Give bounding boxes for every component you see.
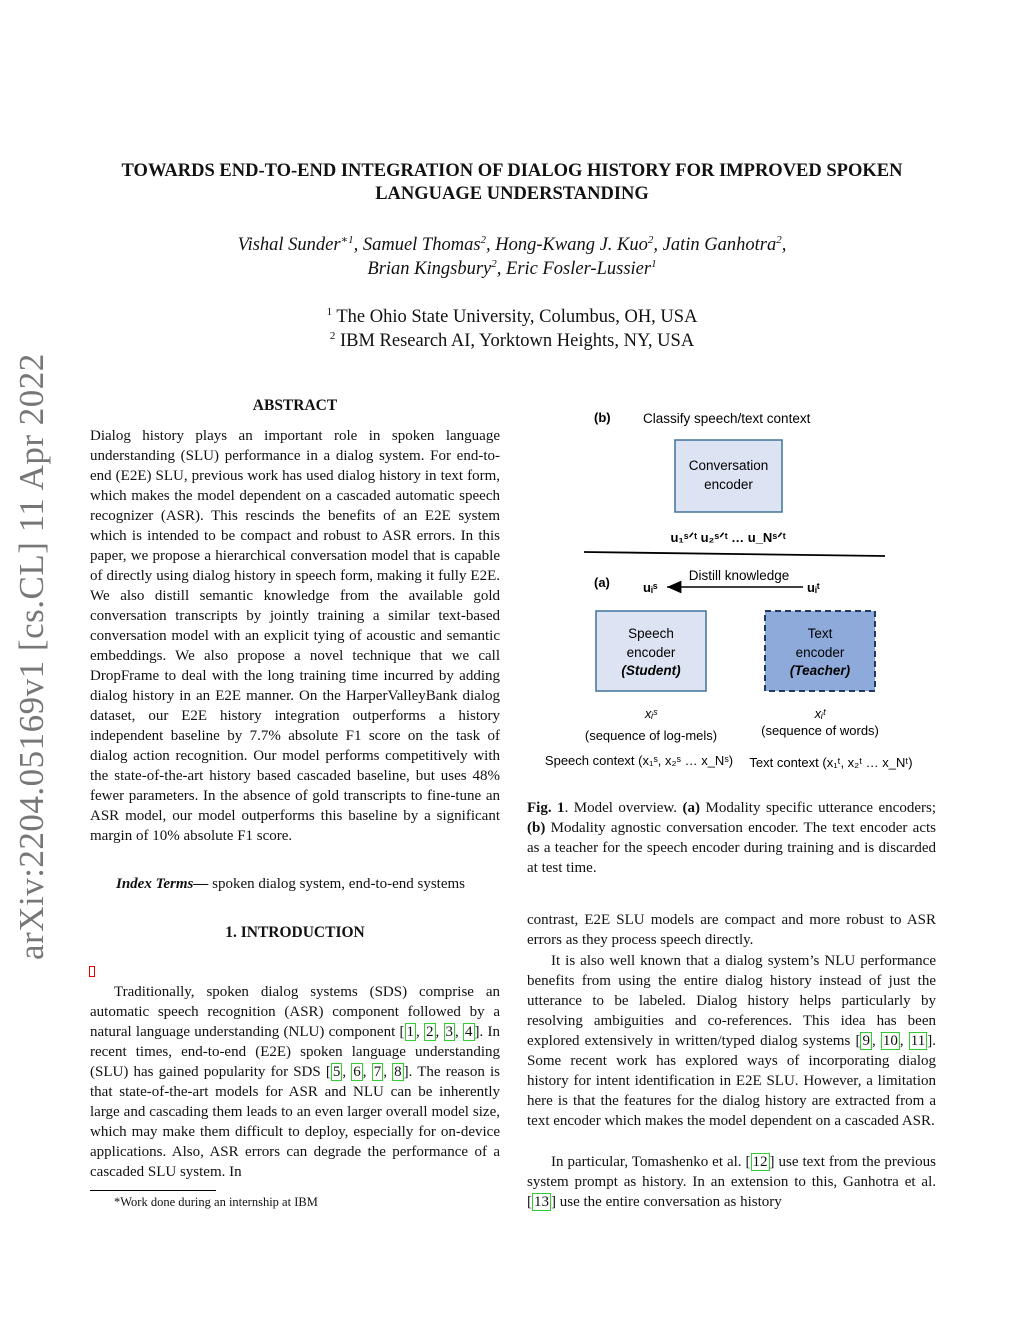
author-name: Hong-Kwang J. Kuo: [495, 235, 648, 255]
citation-link[interactable]: 5: [332, 1064, 341, 1080]
affiliation-num: 2: [329, 329, 336, 342]
body-text: ] use text from the previous system prompt as history. In an extension to this, Ganhotra et al. [: [527, 1154, 937, 1210]
conv-encoder-line1: Conversation: [688, 458, 769, 473]
text-sequence-label: (sequence of words): [761, 723, 879, 738]
author-sup: 2: [776, 233, 782, 246]
title-line-2: LANGUAGE UNDERSTANDING: [375, 184, 649, 204]
author-sep: ,: [653, 235, 663, 255]
citation-link[interactable]: 10: [882, 1033, 898, 1049]
label-a: (a): [594, 575, 610, 590]
author-sup: 1: [651, 257, 657, 270]
citation-link[interactable]: 1: [406, 1024, 414, 1040]
intro-heading: 1. INTRODUCTION: [225, 924, 365, 941]
intro-paragraph-1: Traditionally, spoken dialog systems (SDS) comprise an automatic speech recognition (ASR) component followed by a natural language understanding (NLU) component [ 1 , 2 , 3 , 4 ]. In recent times, end-to-end (E2E) spoken language understanding (SLU) has gained popularity for SDS [ 5 , 6 , 7 , 8 ]. The reason is that state-of-the-art models for ASR and NLU can be inherently large and cascading them leads to an even larger overall model size, which may make them difficult to deploy, especially for on-device applications. Also, ASR errors can degrade the performance of a cascaded SLU system. In: [90, 984, 501, 1180]
text-context-label: Text context (x₁ᵗ, x₂ᵗ … x_Nᵗ): [749, 755, 913, 770]
text-encoder-line1: Text: [807, 626, 833, 641]
citation-link[interactable]: 6: [353, 1064, 361, 1080]
caption-text: Modality agnostic conversation encoder. The text encoder acts as a teacher for the speech encoder during training and is discarded at test time.: [527, 820, 936, 876]
citation-link[interactable]: 9: [862, 1033, 870, 1049]
footnote: *Work done during an internship at IBM: [114, 1195, 318, 1209]
author-list: [60, 233, 964, 281]
caption-a: (a): [682, 800, 700, 816]
affiliations: [60, 305, 964, 353]
caption-text: Modality specific utterance encoders;: [700, 800, 936, 816]
right-paragraph-2: [527, 1152, 936, 1212]
intro-text: Traditionally, spoken dialog systems (SDS) comprise an automatic speech recognition (ASR) component followed by a natural language understanding (NLU) component [: [90, 984, 500, 1040]
body-text: ]. Some recent work has explored ways of incorporating dialog history for intent identification in E2E SLU. However, a limitation here is that the features for the dialog history are extracted from a text encoder which makes the model dependent on a cascaded ASR.: [527, 1033, 936, 1129]
conversation-encoder-box: [675, 440, 782, 512]
author-name: Brian Kingsbury: [367, 259, 492, 279]
right-paragraph-1: It is also well known that a dialog system’s NLU performance benefits from using the entire dialog history instead of just the utterance to be labeled. Dialog history helps particularly by resolving ambiguities and co-references. This idea has been explored extensively in written/typed dialog systems [ 9 , 10 , 11 ]. Some recent work has explored ways of incorporating dialog history for intent identification in E2E SLU. However, a limitation here is that the features for the dialog history are extracted from a text encoder which makes the model dependent on a cascaded ASR.: [527, 953, 936, 1129]
author-sep: ,: [353, 235, 363, 255]
arxiv-stamp: arXiv:2204.05169v1 [cs.CL] 11 Apr 2022: [12, 353, 51, 960]
affiliation-num: 1: [326, 305, 333, 318]
u-speech: uᵢˢ: [643, 580, 658, 595]
index-terms-text: spoken dialog system, end-to-end systems: [212, 876, 466, 892]
affiliation-1: [60, 305, 964, 329]
author-sep: ,: [486, 235, 496, 255]
speech-encoder-line2: encoder: [626, 645, 676, 660]
caption-b: (b): [527, 820, 546, 836]
author-name: Jatin Ganhotra: [662, 235, 777, 255]
u-text: uᵢᵗ: [807, 580, 820, 595]
body-text: ] use the entire conversation as history: [551, 1194, 782, 1210]
speech-encoder-line3: (Student): [621, 663, 681, 678]
classify-title: Classify speech/text context: [643, 411, 811, 426]
speech-context-label: Speech context (x₁ˢ, x₂ˢ … x_Nˢ): [544, 753, 734, 768]
text-encoder-line2: encoder: [795, 645, 845, 660]
citation-link[interactable]: 3: [445, 1024, 454, 1040]
caption-fig-label: Fig. 1: [527, 800, 565, 816]
author-line-1: [60, 233, 964, 257]
citation-link[interactable]: 11: [910, 1033, 926, 1049]
citation-link[interactable]: 7: [373, 1064, 382, 1080]
conv-encoder-line2: encoder: [704, 477, 753, 492]
author-line-2: [60, 257, 964, 281]
intro-text: ]. In recent times, end-to-end (E2E) spoken language understanding (SLU) has gained popularity for SDS [: [90, 1024, 501, 1080]
author-sep: ,: [496, 259, 507, 279]
u-sequence: u₁ˢᐟᵗ u₂ˢᐟᵗ … u_Nˢᐟᵗ: [670, 530, 786, 545]
text-encoder-line3: (Teacher): [789, 663, 851, 678]
body-text: It is also well known that a dialog system’s NLU performance benefits from using the entire dialog history instead of just the utterance to be labeled. Dialog history helps particularly by resolving ambiguities and co-references. This idea has been explored extensively in written/typed dialog systems [: [527, 953, 936, 1049]
abstract-text: Dialog history plays an important role in spoken language understanding (SLU) performance in a dialog system. For end-to-end (E2E) SLU, previous work has used dialog history in text form, which makes the model dependent on a cascaded automatic speech recognizer (ASR). This rescinds the benefits of an E2E system which is intended to be compact and robust to ASR errors. In this paper, we propose a hierarchical conversation model that is capable of directly using dialog history in speech form, making it fully E2E. We also distill semantic knowledge from the available gold conversation transcripts by jointly training a similar text-based conversation model with an explicit tying of acoustic and semantic embeddings. We also propose a novel technique that we call DropFrame to deal with the long training time incurred by adding dialog history in an E2E manner. On the HarperValleyBank dialog dataset, our E2E history integration outperforms a history independent baseline by 7.7% absolute F1 score on the task of dialog action recognition. Our model performs competitively with the state-of-the-art history based cascaded baseline, but uses 48% fewer parameters. In the absence of gold transcripts to fine-tune an ASR model, our model outperforms this baseline by a significant margin of 10% absolute F1 score.: [90, 428, 500, 844]
affiliation-2: [60, 329, 964, 353]
author-sup: 2: [480, 233, 487, 246]
author-sup: ∗1: [340, 233, 354, 246]
title-line-1: TOWARDS END-TO-END INTEGRATION OF DIALOG HISTORY FOR IMPROVED SPOKEN: [121, 161, 903, 181]
x-speech: xᵢˢ: [644, 706, 658, 721]
distill-label: Distill knowledge: [688, 568, 790, 583]
affiliation-text: The Ohio State University, Columbus, OH, USA: [336, 307, 698, 327]
index-terms-label: Index Terms—: [116, 876, 209, 892]
author-name: Samuel Thomas: [362, 235, 481, 255]
model-diagram: [527, 400, 937, 780]
speech-sequence-label: (sequence of log-mels): [584, 728, 718, 743]
citation-link[interactable]: 8: [394, 1064, 402, 1080]
citation-link[interactable]: 2: [426, 1024, 434, 1040]
author-sup: 2: [491, 257, 497, 270]
footnote-rule: [90, 1190, 216, 1191]
index-terms: [90, 876, 500, 893]
paper-title: [60, 160, 964, 206]
author-name: Vishal Sunder: [237, 235, 341, 255]
x-text: xᵢᵗ: [814, 706, 826, 721]
label-b: (b): [594, 410, 611, 425]
abstract-heading: ABSTRACT: [252, 397, 338, 414]
affiliation-text: IBM Research AI, Yorktown Heights, NY, USA: [339, 331, 695, 351]
citation-link[interactable]: 12: [752, 1154, 768, 1170]
figure-caption: [527, 798, 936, 878]
author-sup: 2: [647, 233, 654, 246]
annotation-marker: [89, 966, 95, 977]
right-paragraph-0: contrast, E2E SLU models are compact and more robust to ASR errors as they process speech directly.: [527, 912, 936, 948]
intro-text: ]. The reason is that state-of-the-art models for ASR and NLU can be inherently large and cascading them leads to an even larger overall model size, which may make them difficult to deploy, especially for on-device applications. Also, ASR errors can degrade the performance of a cascaded SLU system. In: [90, 1064, 501, 1180]
figure-1: [527, 400, 937, 780]
section-divider: [584, 552, 885, 556]
citation-link[interactable]: 13: [534, 1194, 549, 1210]
author-sep: ,: [781, 235, 787, 255]
author-name: Eric Fosler-Lussier: [506, 259, 652, 279]
speech-encoder-line1: Speech: [628, 626, 674, 641]
body-text: In particular, Tomashenko et al. [: [551, 1154, 751, 1170]
caption-text: . Model overview.: [564, 800, 683, 816]
citation-link[interactable]: 4: [465, 1024, 473, 1040]
